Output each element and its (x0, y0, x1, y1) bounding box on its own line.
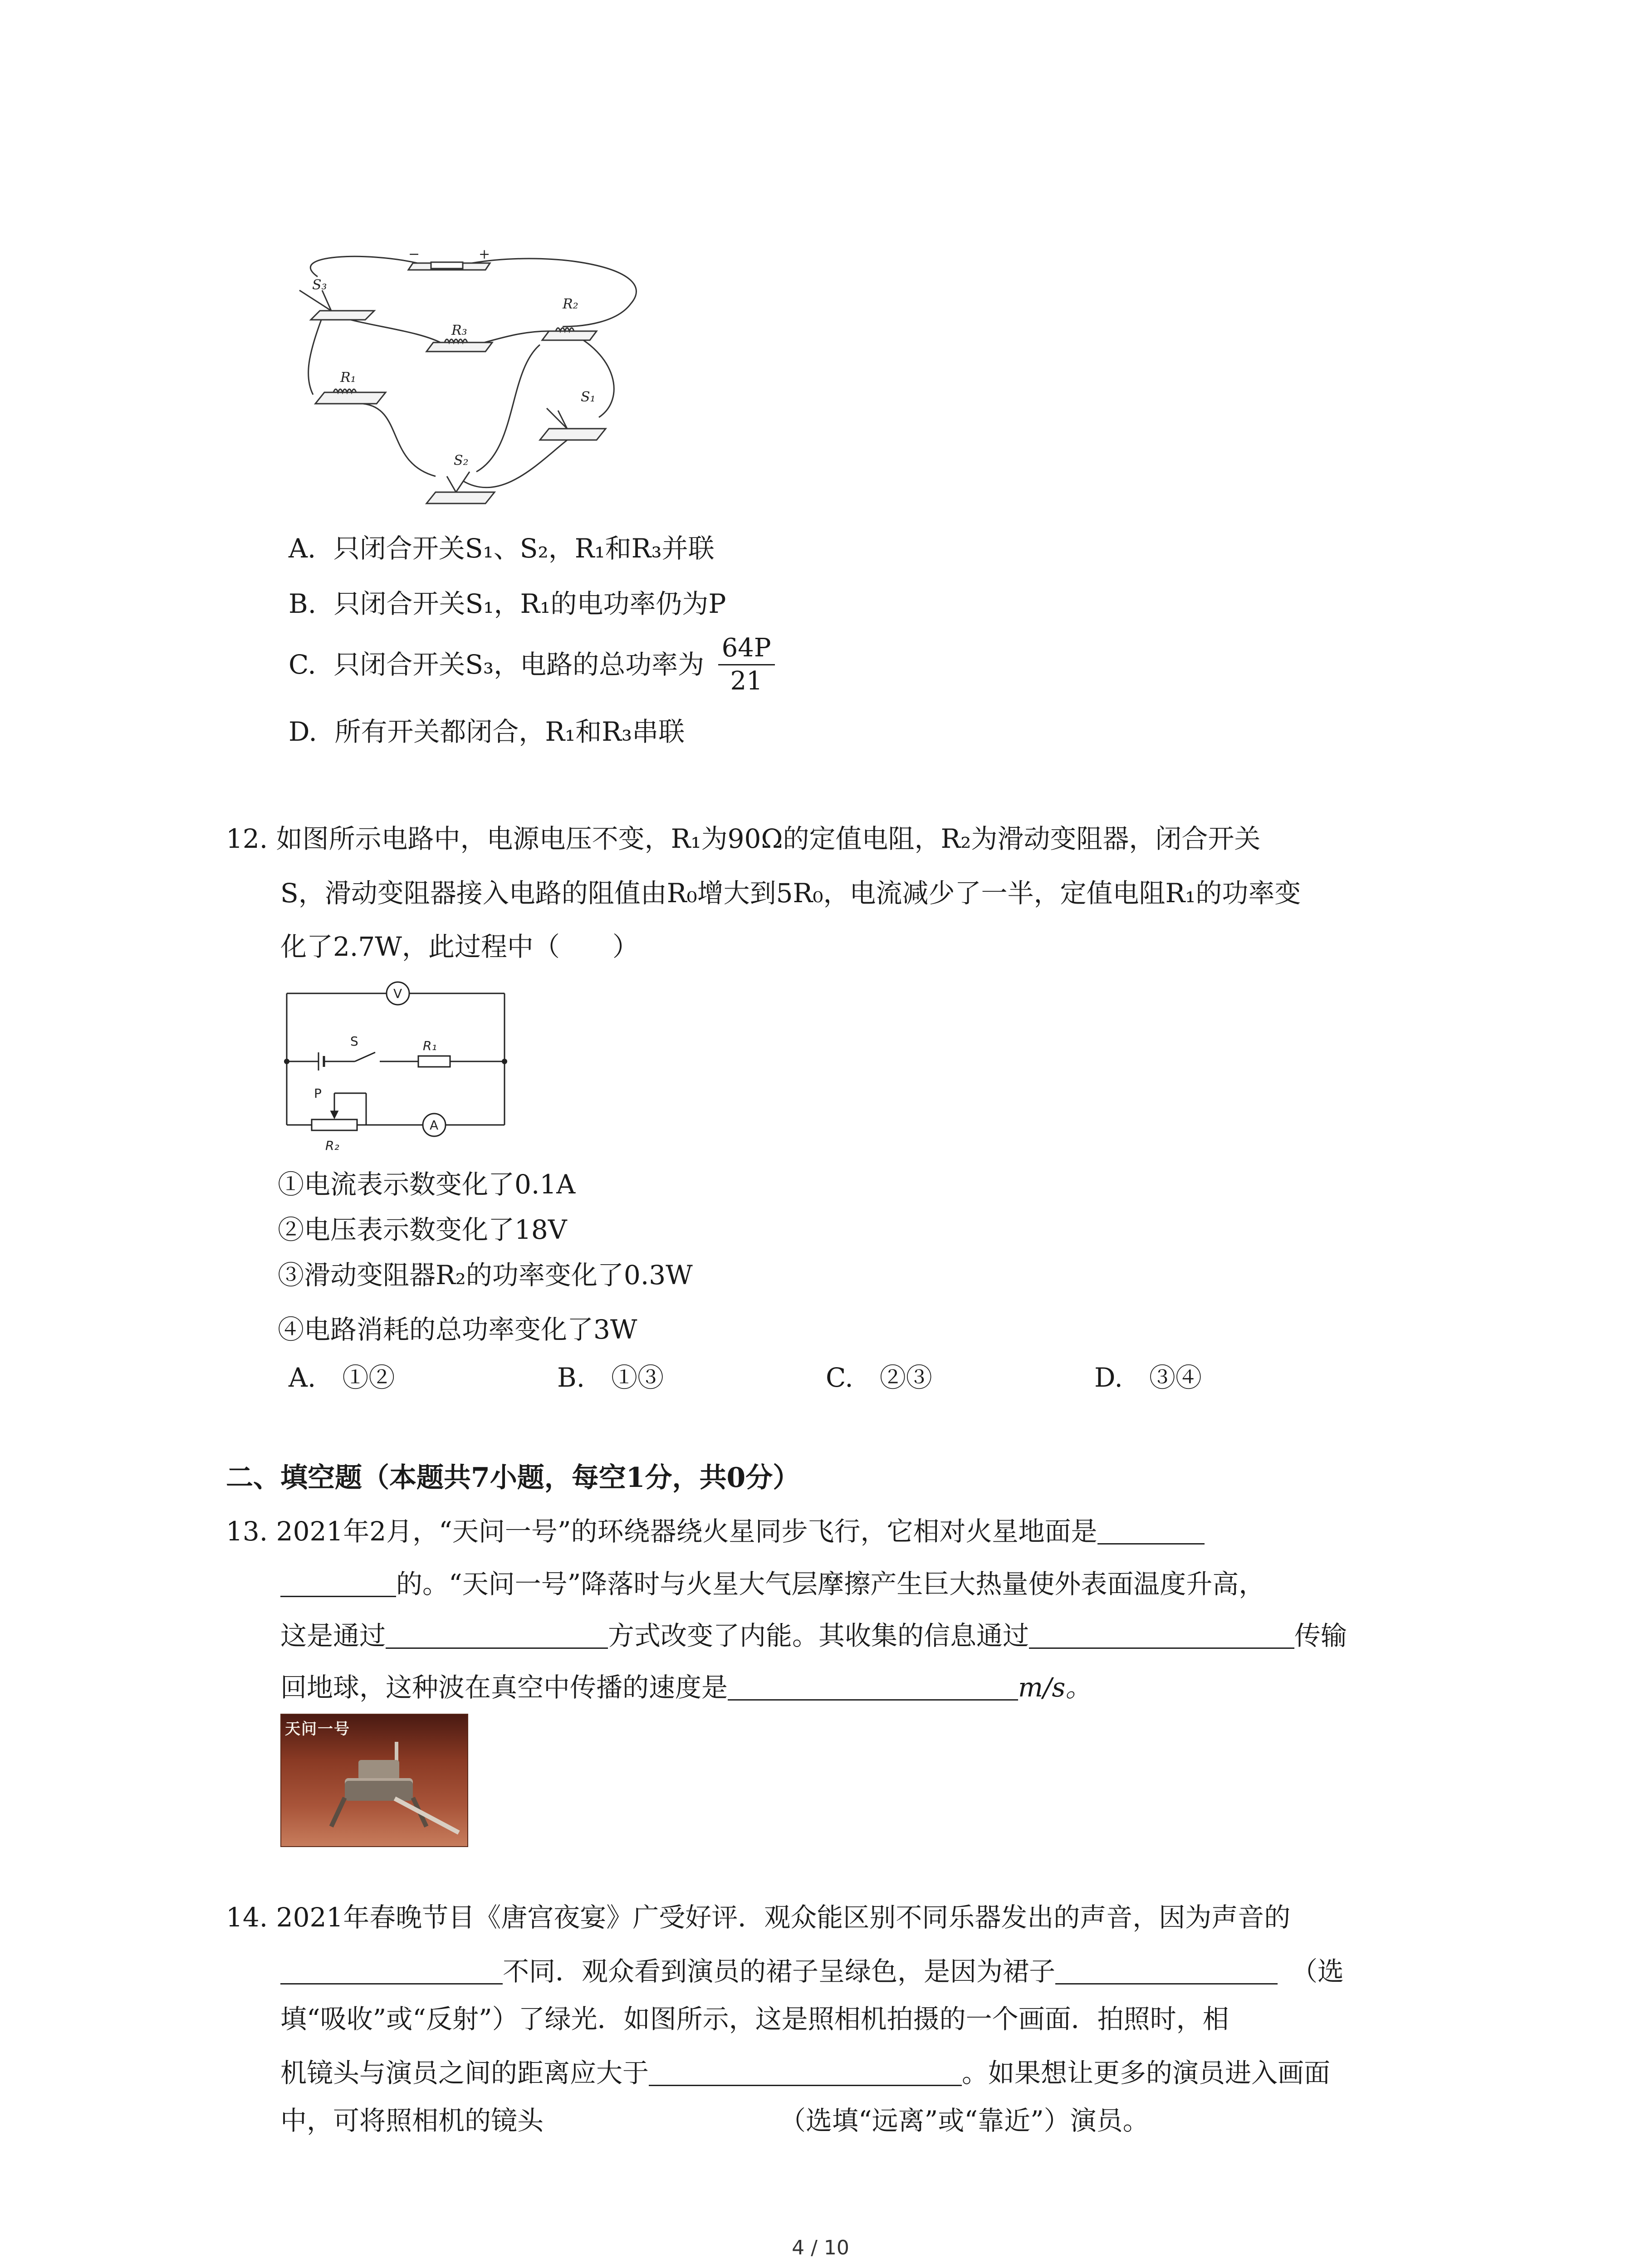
q11-option-b (289, 588, 726, 619)
q14-text-4b: 。如果想让更多的演员进入画面 (962, 2058, 1331, 2088)
q11-option-b-letter: B. (289, 588, 317, 619)
q14-line4 (280, 2057, 1330, 2086)
q12-statement-3: ③滑动变阻器R₂的功率变化了0.3W (278, 1260, 693, 1290)
q14-text-2a: 不同．观众看到演员的裙子呈绿色，是因为裙子 (503, 1956, 1056, 1987)
q13-line4 (280, 1671, 1092, 1701)
q12-stem-line1: 12. 如图所示电路中，电源电压不变，R₁为90Ω的定值电阻，R₂为滑动变阻器，闭合开关 (226, 823, 1261, 854)
q14-text-5a: 中，可将照相机的镜头 (280, 2105, 544, 2136)
label-r3: R₃ (451, 323, 467, 338)
junction-dot (284, 1059, 289, 1064)
label-s3: S₃ (312, 277, 327, 293)
q14-blank-1[interactable] (280, 1955, 503, 1984)
q13-text-1: 13. 2021年2月，“天问一号”的环绕器绕火星同步飞行，它相对火星地面是 (226, 1516, 1097, 1547)
tianwen-rover-photo (280, 1714, 468, 1847)
q13-blank-1-cont[interactable] (280, 1568, 396, 1597)
label-battery-plus: + (479, 246, 490, 262)
q11-circuit-diagram (272, 236, 653, 522)
q12-option-c: C. ②③ (826, 1362, 932, 1393)
q11-option-b-text: 只闭合开关S₁，R₁的电功率仍为P (333, 588, 726, 619)
q11-option-c-letter: C. (289, 649, 316, 680)
q12-option-d: D. ③④ (1094, 1362, 1202, 1393)
q12-option-b: B. ①③ (557, 1362, 664, 1393)
q14-line3: 填“吸收”或“反射”）了绿光．如图所示，这是照相机拍摄的一个画面．拍照时，相 (280, 2004, 1229, 2034)
q12-statement-1: ①电流表示数变化了0.1A (278, 1169, 576, 1200)
label-slider-p: P (314, 1086, 322, 1101)
q12-statement-4: ④电路消耗的总功率变化了3W (278, 1314, 637, 1345)
label-battery-minus: − (408, 246, 420, 262)
q11-option-a-text: 只闭合开关S₁、S₂，R₁和R₃并联 (333, 533, 715, 564)
page-number: 4 / 10 (792, 2236, 849, 2259)
q11-option-d-text: 所有开关都闭合，R₁和R₃串联 (334, 716, 685, 747)
rover-top (358, 1760, 399, 1780)
q11-option-c-text: 只闭合开关S₃，电路的总功率为 (333, 649, 705, 680)
section-heading: 二、填空题（本题共7小题，每空1分，共0分） (226, 1462, 800, 1494)
q13-blank-3[interactable] (1029, 1619, 1294, 1649)
q13-text-4a: 回地球，这种波在真空中传播的速度是 (280, 1672, 728, 1703)
q13-blank-2[interactable] (386, 1619, 608, 1649)
q13-text-4b: m/s。 (1018, 1672, 1092, 1703)
label-s2: S₂ (454, 453, 469, 469)
junction-dot (502, 1059, 507, 1064)
q11-option-d (289, 716, 685, 747)
q12-circuit-diagram (278, 971, 514, 1161)
label-s1: S₁ (581, 389, 596, 405)
q13-text-3b: 方式改变了内能。其收集的信息通过 (608, 1620, 1029, 1651)
label-r2: R₂ (325, 1138, 339, 1153)
photo-banner-text: 天问一号 (285, 1720, 350, 1738)
q12-option-a: A. ①② (289, 1362, 395, 1393)
q12-statement-2: ②电压表示数变化了18V (278, 1214, 567, 1245)
q14-text-4a: 机镜头与演员之间的距离应大于 (280, 2058, 649, 2088)
q14-line5 (280, 2107, 1149, 2134)
q14-line2 (280, 1955, 1344, 1987)
q12-stem-line2: S，滑动变阻器接入电路的阻值由R₀增大到5R₀，电流减少了一半，定值电阻R₁的功率变 (280, 878, 1301, 909)
q13-text-2: 的。“天问一号”降落时与火星大气层摩擦产生巨大热量使外表面温度升高， (396, 1569, 1265, 1599)
label-ammeter: A (430, 1118, 439, 1133)
q13-text-3a: 这是通过 (280, 1620, 386, 1651)
q14-blank-2[interactable] (1055, 1955, 1278, 1984)
q14-text-5b: （选填“远离”或“靠近”）演员。 (779, 2105, 1149, 2136)
q11-option-c (289, 634, 775, 695)
rover-body (345, 1778, 413, 1801)
q13-blank-4[interactable] (728, 1671, 1018, 1701)
label-r2: R₂ (563, 296, 578, 312)
label-r1: R₁ (423, 1038, 437, 1053)
q13-line3 (280, 1619, 1347, 1649)
label-switch-s: S (350, 1034, 358, 1049)
q13-line1 (226, 1515, 1205, 1545)
label-voltmeter: V (393, 986, 402, 1001)
q14-line1: 14. 2021年春晚节目《唐宫夜宴》广受好评．观众能区别不同乐器发出的声音，因为声音的 (226, 1902, 1291, 1933)
rover-ramp (394, 1797, 460, 1835)
lander-leg (329, 1797, 347, 1828)
q11-option-a (289, 535, 715, 562)
q11-option-c-fraction (718, 634, 775, 695)
q11-option-d-letter: D. (289, 716, 317, 747)
q11-option-a-letter: A. (289, 533, 316, 564)
fraction-denominator: 21 (730, 666, 763, 696)
q12-stem-line3: 化了2.7W，此过程中（ ） (280, 931, 639, 962)
q14-text-2b: （选 (1291, 1956, 1344, 1987)
fraction-numerator: 64P (718, 634, 775, 665)
q14-blank-3[interactable] (649, 2057, 962, 2086)
q13-blank-1[interactable] (1097, 1515, 1205, 1545)
label-r1: R₁ (340, 370, 356, 386)
q13-text-3c: 传输 (1294, 1620, 1347, 1651)
q13-line2 (280, 1568, 1265, 1597)
